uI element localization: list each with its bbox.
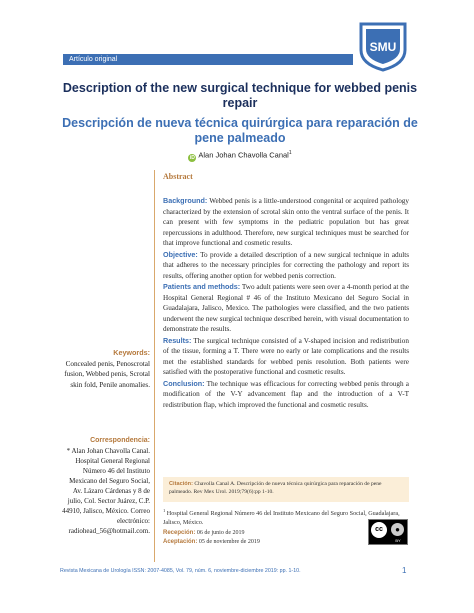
abstract-results — [163, 336, 409, 378]
author-affil-mark: 1 — [288, 150, 292, 156]
cc-icon: cc — [371, 522, 387, 538]
abstract-objective — [163, 250, 409, 282]
smu-logo — [357, 20, 409, 72]
affiliation-mark: 1 — [163, 508, 166, 513]
correspondence-heading: Correspondencia: — [90, 437, 150, 444]
abstract-body — [163, 196, 409, 411]
affiliation-text: Hospital General Regional Número 46 del Instituto Mexicano del Seguro Social, Guadalajara, Jalisco, México. — [163, 510, 400, 526]
attribution-person-icon: ● — [391, 523, 404, 536]
section-label: Artículo original — [69, 56, 118, 63]
correspondence-block — [60, 436, 150, 536]
abstract-background — [163, 196, 409, 249]
citation-text: Chavolla Canal A. Descripción de nueva técnica quirúrgica para reparación de pene palmeado. Rev Mex Urol. 2019;79(6):pp 1-10. — [169, 481, 382, 495]
results-label: Results: — [163, 335, 192, 345]
accepted-label: Aceptación: — [163, 538, 198, 545]
citation-label: Citación: — [169, 481, 193, 487]
citation-box — [163, 477, 409, 502]
cc-license-badge[interactable] — [368, 519, 408, 545]
methods-text: Two adult patients were seen over a 4-month period at the Hospital General Regional # 46 of the Instituto Mexicano del Seguro Social in Guadalajara, Jalisco, Mexico. The pathologies were classified, and the two patients underwent the new surgical technique described herein, with visual documentation to demonstrate the results. — [163, 283, 409, 333]
accepted-date — [163, 538, 343, 547]
methods-label: Patients and methods: — [163, 282, 241, 291]
keywords-block — [60, 348, 150, 390]
correspondence-text: * Alan Johan Chavolla Canal. Hospital General Regional Número 46 del Instituto Mexicano del Seguro Social, Av. Lázaro Cárdenas y 8 de julio, Col. Sector Juárez, C.P. 44910, Jalisco, México. Correo electrónico: radiohead_56@hotmail.com. — [62, 447, 150, 535]
page-number: 1 — [402, 566, 407, 575]
abstract-conclusion — [163, 379, 409, 411]
column-divider — [154, 170, 155, 562]
keywords-text: Concealed penis, Penoscrotal fusion, Webbed penis, Scrotal skin fold, Penile anomalies. — [64, 359, 150, 389]
results-text: The surgical technique consisted of a V-shaped incision and redistribution of the tissue, forming a T. There were no early or late complications and the results met the established standards for webbed penis resolution. Both patients were satisfied with the postoperative functional and cosmetic results. — [163, 336, 409, 376]
abstract-methods — [163, 282, 409, 335]
received-value: 06 de junio de 2019 — [195, 530, 245, 536]
section-bar — [63, 54, 353, 65]
received-label: Recepción: — [163, 530, 196, 536]
journal-footer: Revista Mexicana de Urología ISSN: 2007-4085, Vol. 79, núm. 6, noviembre-diciembre 2019: pp. 1-10. — [60, 568, 301, 574]
objective-label: Objective: — [163, 249, 198, 259]
orcid-icon[interactable]: iD — [189, 154, 195, 161]
conclusion-text: The technique was efficacious for correcting webbed penis through a modification of the V-Y advancement flap and the introduction of a V-T redistribution flap, which improved the functional and cosmetic results. — [163, 379, 409, 409]
objective-text: To provide a detailed description of a new surgical technique in adults that adheres to the necessary principles for correcting the pathology and report its results, offering another option for webbed penis correction. — [163, 250, 409, 280]
background-text: Webbed penis is a little-understood congenital or acquired pathology characterized by the extension of scrotal skin onto the ventral surface of the penis. It can present with few symptoms in the pediatric population but has great repercussions in adulthood. Therefore, new surgical techniques must be searched for that improve functional and cosmetic results. — [163, 197, 409, 247]
title-spanish: Descripción de nueva técnica quirúrgica para reparación de pene palmeado — [62, 116, 418, 145]
conclusion-label: Conclusion: — [163, 378, 205, 388]
dates-block — [163, 529, 343, 546]
abstract-heading: Abstract — [163, 172, 193, 181]
title-english: Description of the new surgical technique for webbed penis repair — [62, 81, 418, 110]
logo-text: SMU — [369, 40, 397, 54]
author-line — [60, 150, 420, 162]
background-label: Background: — [163, 196, 208, 205]
accepted-value: 05 de noviembre de 2019 — [197, 538, 260, 545]
cc-by-label: BY — [395, 538, 401, 543]
keywords-heading: Keywords: — [113, 348, 150, 357]
author-name: Alan Johan Chavolla Canal — [198, 150, 289, 160]
received-date — [163, 529, 343, 538]
